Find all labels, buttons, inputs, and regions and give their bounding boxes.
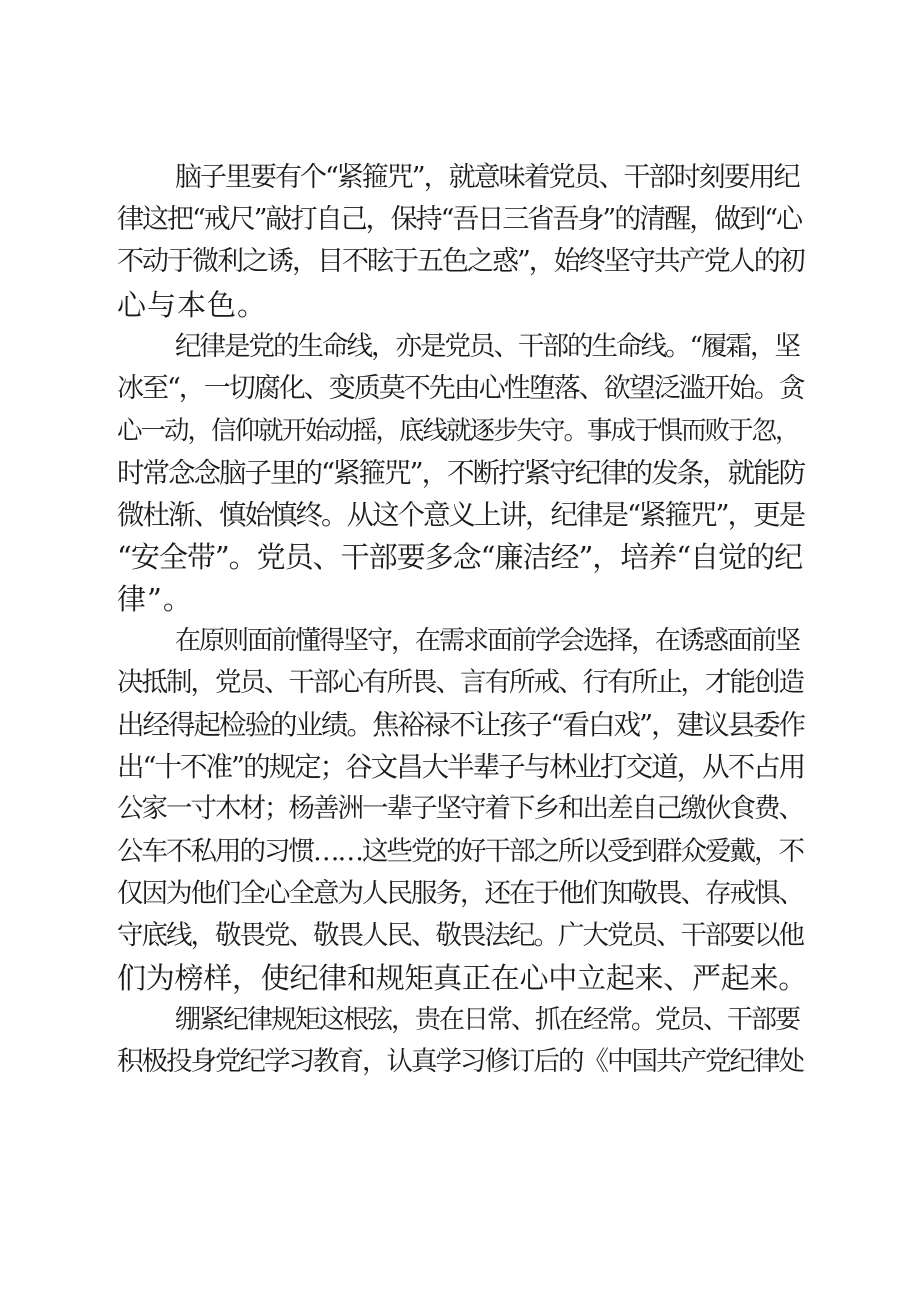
paragraph-3-line-5: 公家一寸木材；杨善洲一辈子坚守着下乡和出差自己缴伙食费、: [117, 793, 803, 824]
paragraph-2-line-6: “安全带”。党员、干部要多念“廉洁经”，培养“自觉的纪: [117, 540, 803, 574]
paragraph-3-line-4: 出“十不准”的规定；谷文昌大半辈子与林业打交道，从不占用: [117, 751, 805, 783]
paragraph-3-line-3: 出经得起检验的业绩。焦裕禄不让孩子“看白戏”，建议县委作: [117, 709, 805, 741]
paragraph-3-line-7: 仅因为他们全心全意为人民服务，还在于他们知敬畏、存戒惧、: [117, 878, 803, 909]
paragraph-2-line-4: 时常念念脑子里的“紧箍咒”，不断拧紧守纪律的发条，就能防: [117, 457, 805, 489]
paragraph-4-line-1: 绷紧纪律规矩这根弦，贵在日常、抓在经常。党员、干部要: [175, 1005, 800, 1035]
paragraph-3-line-6: 公车不私用的习惯……这些党的好干部之所以受到群众爱戴，不: [117, 836, 803, 867]
paragraph-3-line-1: 在原则面前懂得坚守，在需求面前学会选择，在诱惑面前坚: [175, 626, 800, 656]
paragraph-3-line-9: 们为榜样，使纪律和规矩真正在心中立起来、严起来。: [117, 961, 808, 995]
paragraph-2-line-2: 冰至“，一切腐化、变质莫不先由心性堕落、欲望泛滥开始。贪: [117, 373, 804, 404]
paragraph-4-line-2: 积极投身党纪学习教育，认真学习修订后的《中国共产党纪律处: [117, 1046, 803, 1077]
paragraph-2-line-1: 纪律是党的生命线，亦是党员、干部的生命线。“履霜，坚: [175, 331, 800, 362]
paragraph-3-line-2: 决抵制，党员、干部心有所畏、言有所戒、行有所止，才能创造: [117, 667, 803, 698]
paragraph-3-line-8: 守底线，敬畏党、敬畏人民、敬畏法纪。广大党员、干部要以他: [117, 920, 803, 951]
paragraph-2-line-7: 律”。: [117, 582, 193, 616]
paragraph-1-line-1: 脑子里要有个“紧箍咒”，就意味着党员、干部时刻要用纪: [175, 162, 799, 193]
paragraph-2-line-3: 心一动，信仰就开始动摇，底线就逐步失守。事成于惧而败于忽，: [117, 416, 799, 446]
paragraph-1-line-3: 不动于微利之诱，目不眩于五色之惑”，始终坚守共产党人的初: [117, 246, 804, 277]
paragraph-2-line-5: 微杜渐、慎始慎终。从这个意义上讲，纪律是“紧箍咒”，更是: [117, 499, 805, 531]
paragraph-1-line-2: 律这把“戒尺”敲打自己，保持“吾日三省吾身”的清醒，做到“心: [117, 204, 802, 235]
paragraph-1-line-4: 心与本色。: [117, 288, 268, 322]
